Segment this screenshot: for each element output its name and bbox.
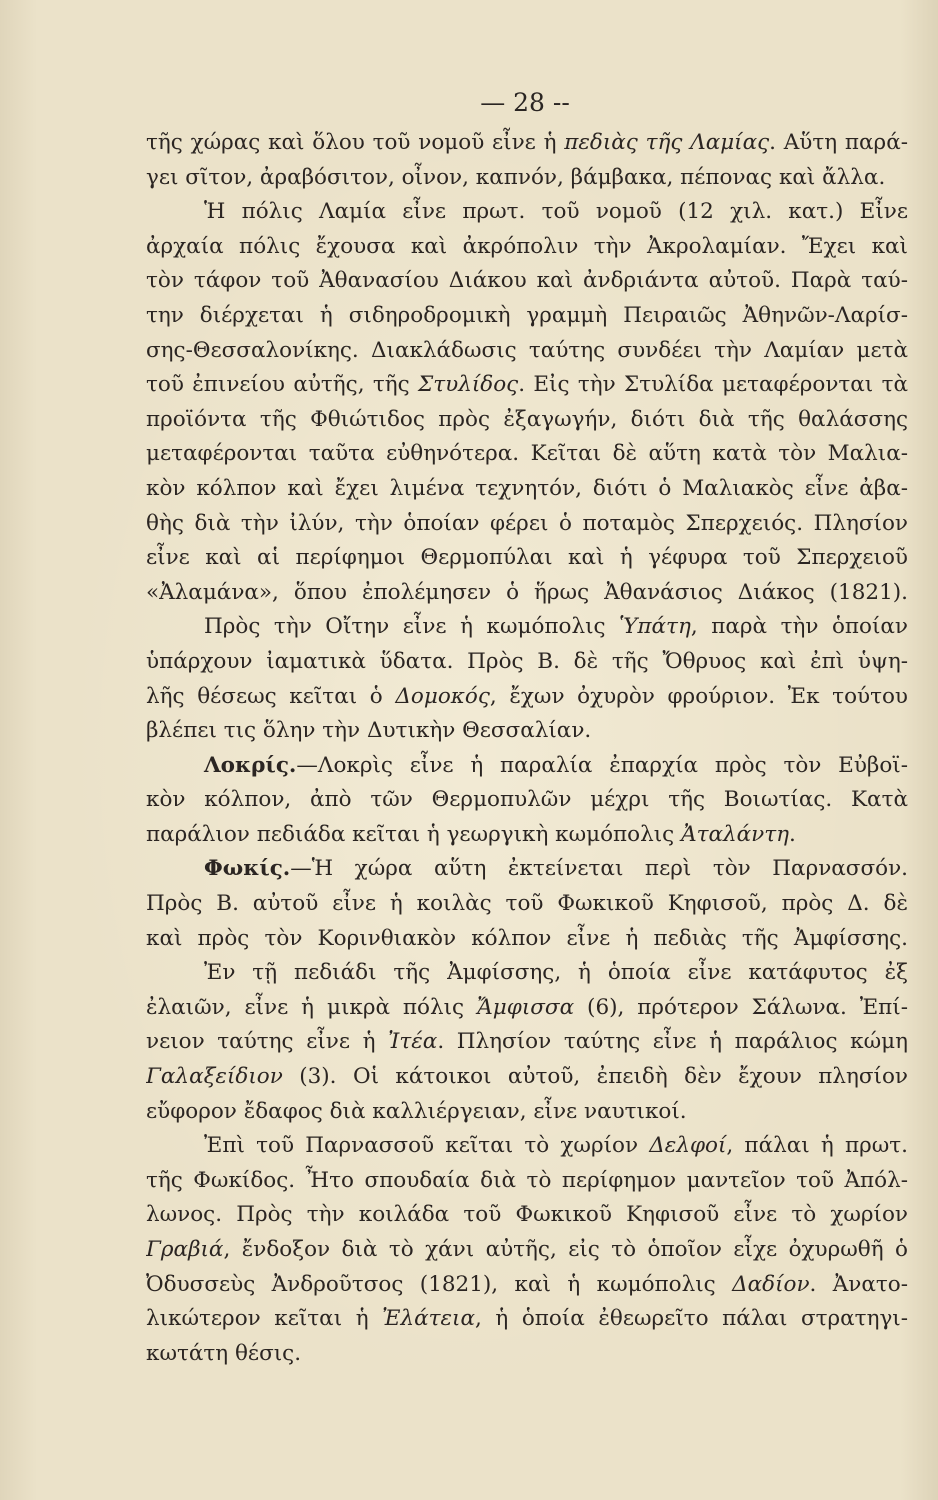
text-line: τῆς χώρας καὶ ὅλου τοῦ νομοῦ εἶνε ἡ πεδιὰς τῆς Λαμίας. Αὕτη παρά-	[146, 130, 908, 155]
text-line: θὴς διὰ τὴν ἰλύν, τὴν ὁποίαν φέρει ὁ ποταμὸς Σπερχειός. Πλησίον	[146, 510, 908, 536]
text-line: Ἐπὶ τοῦ Παρνασσοῦ κεῖται τὸ χωρίον Δελφοί, πάλαι ἡ πρωτ.	[204, 1133, 908, 1159]
text-line: Γραβιά, ἔνδοξον διὰ τὸ χάνι αὐτῆς, εἰς τὸ ὁποῖον εἶχε ὀχυρωθῆ ὁ	[146, 1237, 908, 1262]
text-line: λικώτερον κεῖται ἡ Ἐλάτεια, ἡ ὁποία ἐθεωρεῖτο πάλαι στρατηγι-	[146, 1306, 908, 1332]
text-line: ἐλαιῶν, εἶνε ἡ μικρὰ πόλις Ἄμφισσα (6), πρότερον Σάλωνα. Ἐπί-	[146, 994, 908, 1020]
text-line: κωτάτη θέσις.	[146, 1340, 302, 1366]
page-number: — 28 --	[480, 88, 570, 117]
text-line: σης-Θεσσαλονίκης. Διακλάδωσις ταύτης συνδέει τὴν Λαμίαν μετὰ	[146, 337, 908, 363]
text-line: την διέρχεται ἡ σιδηροδρομικὴ γραμμὴ Πειραιῶς Ἀθηνῶν-Λαρίσ-	[146, 302, 908, 328]
text-line: Λοκρίς.—Λοκρὶς εἶνε ἡ παραλία ἐπαρχία πρὸς τὸν Εὐβοϊ-	[204, 752, 908, 778]
text-line: Ἡ πόλις Λαμία εἶνε πρωτ. τοῦ νομοῦ (12 χιλ. κατ.) Εἶνε	[204, 199, 908, 225]
text-line: λωνος. Πρὸς τὴν κοιλάδα τοῦ Φωκικοῦ Κηφισοῦ εἶνε τὸ χωρίον	[146, 1202, 908, 1228]
text-line: μεταφέρονται ταῦτα εὐθηνότερα. Κεῖται δὲ αὕτη κατὰ τὸν Μαλια-	[146, 441, 908, 467]
text-line: ἀρχαία πόλις ἔχουσα καὶ ἀκρόπολιν τὴν Ἀκρολαμίαν. Ἔχει καὶ	[146, 233, 908, 259]
text-line: νειον ταύτης εἶνε ἡ Ἰτέα. Πλησίον ταύτης εἶνε ἡ παράλιος κώμη	[146, 1029, 908, 1055]
text-line: τὸν τάφον τοῦ Ἀθανασίου Διάκου καὶ ἀνδριάντα αὐτοῦ. Παρὰ ταύ-	[146, 268, 908, 294]
text-line: κὸν κόλπον, ἀπὸ τῶν Θερμοπυλῶν μέχρι τῆς Βοιωτίας. Κατὰ	[146, 787, 908, 813]
text-line: τοῦ ἐπινείου αὐτῆς, τῆς Στυλίδος. Εἰς τὴν Στυλίδα μεταφέρονται τὰ	[146, 372, 908, 398]
text-line: τῆς Φωκίδος. Ἦτο σπουδαία διὰ τὸ περίφημον μαντεῖον τοῦ Ἀπόλ-	[146, 1167, 908, 1193]
text-line: κὸν κόλπον καὶ ἔχει λιμένα τεχνητόν, διότι ὁ Μαλιακὸς εἶνε ἀβα-	[146, 475, 908, 501]
text-line: καὶ πρὸς τὸν Κορινθιακὸν κόλπον εἶνε ἡ πεδιὰς τῆς Ἀμφίσσης.	[146, 925, 908, 951]
text-line: Γαλαξείδιον (3). Οἱ κάτοικοι αὐτοῦ, ἐπειδὴ δὲν ἔχουν πλησίον	[146, 1064, 908, 1090]
text-line: λῆς θέσεως κεῖται ὁ Δομοκός, ἔχων ὀχυρὸν φρούριον. Ἐκ τούτου	[146, 683, 908, 709]
body-text	[146, 126, 908, 1371]
text-line: βλέπει τις ὅλην τὴν Δυτικὴν Θεσσαλίαν.	[146, 718, 592, 744]
text-line: «Ἀλαμάνα», ὅπου ἐπολέμησεν ὁ ἥρως Ἀθανάσιος Διάκος (1821).	[146, 579, 908, 605]
text-line: παράλιον πεδιάδα κεῖται ἡ γεωργικὴ κωμόπολις Ἀταλάντη.	[146, 821, 796, 847]
text-line: ὑπάρχουν ἰαματικὰ ὕδατα. Πρὸς Β. δὲ τῆς Ὄθρυος καὶ ἐπὶ ὑψη-	[146, 648, 908, 674]
text-line: Πρὸς Β. αὐτοῦ εἶνε ἡ κοιλὰς τοῦ Φωκικοῦ Κηφισοῦ, πρὸς Δ. δὲ	[146, 891, 908, 917]
text-line: Ὀδυσσεὺς Ἀνδροῦτσος (1821), καὶ ἡ κωμόπολις Δαδίον. Ἀνατο-	[146, 1271, 908, 1297]
text-line: γει σῖτον, ἀραβόσιτον, οἶνον, καπνόν, βάμβακα, πέπονας καὶ ἄλλα.	[146, 164, 886, 190]
text-line: εὔφορον ἔδαφος διὰ καλλιέργειαν, εἶνε ναυτικοί.	[146, 1098, 687, 1124]
text-line: εἶνε καὶ αἱ περίφημοι Θερμοπύλαι καὶ ἡ γέφυρα τοῦ Σπερχειοῦ	[146, 545, 908, 571]
text-line: προϊόντα τῆς Φθιώτιδος πρὸς ἐξαγωγήν, διότι διὰ τῆς θαλάσσης	[146, 406, 908, 432]
text-line: Ἐν τῇ πεδιάδι τῆς Ἀμφίσσης, ἡ ὁποία εἶνε κατάφυτος ἐξ	[204, 960, 908, 986]
text-line: Φωκίς.—Ἡ χώρα αὕτη ἐκτείνεται περὶ τὸν Παρνασσόν.	[204, 856, 908, 882]
text-line: Πρὸς τὴν Οἴτην εἶνε ἡ κωμόπολις Ὑπάτη, παρὰ τὴν ὁποίαν	[204, 614, 908, 640]
